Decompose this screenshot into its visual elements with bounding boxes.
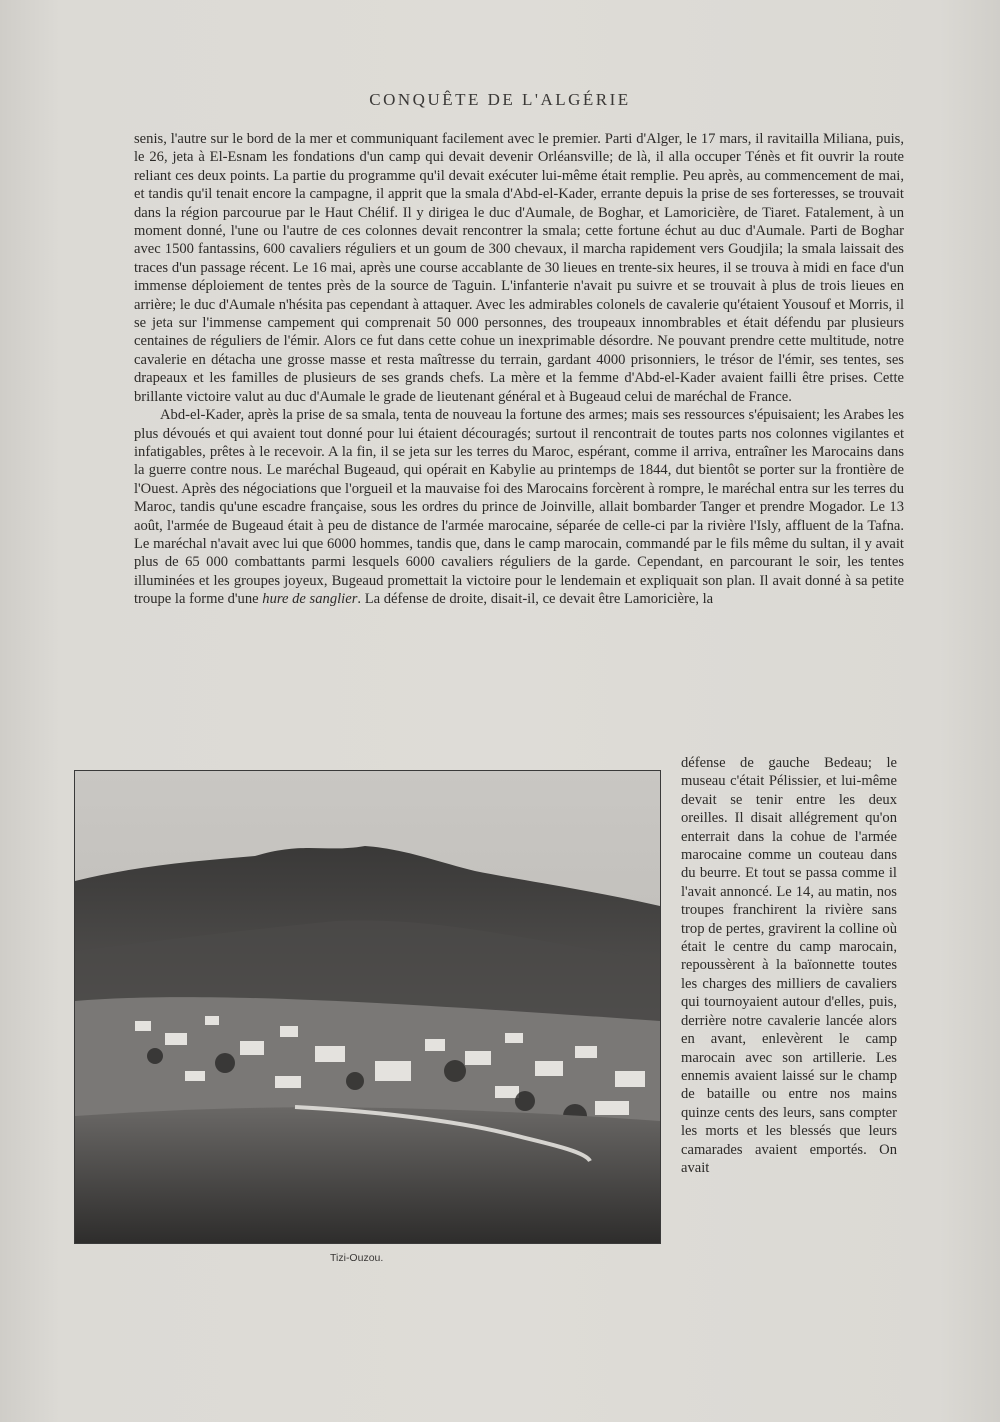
paragraph-1: senis, l'autre sur le bord de la mer et communiquant facilement avec le premier. Parti d'Alger, le 17 mars, il ravitailla Miliana, puis, le 26, jeta à El-Esnam les fondations d'un camp qui devait devenir Orléansville; de là, il alla occuper Ténès et fit ouvrir la route reliant ces deux points. La partie du programme qu'il devait exécuter lui-même était remplie. Peu après, au commencement de mai, et tandis qu'il tenait encore la campagne, il apprit que la smala d'Abd-el-Kader, errante depuis la prise de ses forteresses, se trouvait dans la région parcourue par le Haut Chélif. Il y dirigea le duc d'Aumale, de Boghar, et Lamoricière, de Tiaret. Fatalement, à un moment donné, l'une ou l'autre de ces colonnes devait rencontrer la smala; cette fortune échut au duc d'Aumale. Parti de Boghar avec 1500 fantassins, 600 cavaliers réguliers et un goum de 300 chevaux, il marcha rapidement vers Goudjila; la smala laissait des traces d'un passage récent. Le 16 mai, après une course accablante de 30 lieues en trente-six heures, il se trouva à midi en face d'un immense déploiement de tentes près de la source de Taguin. L'infanterie n'avait pu suivre et se trouvait à plus de trois lieues en arrière; le duc d'Aumale n'hésita pas cependant à attaquer. Avec les admirables colonels de cavalerie qu'étaient Yousouf et Morris, il se jeta sur l'immense campement qui comprenait 50 000 personnes, des troupeaux innombrables et était défendu par plusieurs centaines de réguliers de l'émir. Alors ce fut dans cette cohue un inexprimable désordre. Ne pouvant prendre cette multitude, notre cavalerie en détacha une grosse masse et resta maîtresse du terrain, gardant 4000 prisonniers, le trésor de l'émir, ses tentes, ses drapeaux et les familles de plusieurs de ses grands chefs. La mère et la femme d'Abd-el-Kader avaient failli être prises. Cette brillante victoire valut au duc d'Aumale le grade de lieutenant général et à Bugeaud celui de maréchal de France.	[134, 131, 904, 405]
figure-caption: Tizi-Ouzou.	[330, 1252, 384, 1264]
tizi-ouzou-photograph	[74, 770, 661, 1244]
paragraph-2	[134, 406, 904, 608]
paragraph-2-part-a: Abd-el-Kader, après la prise de sa smala, tenta de nouveau la fortune des armes; mais ses ressources s'épuisaient; les Arabes les plus dévoués et qui avaient tout donné pour lui étaient découragés; surtout il rencontrait de toutes parts nos colonnes vigilantes et infatigables, prêtes à le recevoir. A la fin, il se jeta sur les terres du Maroc, espérant, comme il arriva, entraîner les Marocains dans la guerre contre nous. Le maréchal Bugeaud, qui opérait en Kabylie au printemps de 1844, dut bientôt se porter sur la frontière de l'Ouest. Après des négociations que l'orgueil et la mauvaise foi des Marocains forcèrent à rompre, le maréchal entra sur les terres du Maroc, tandis qu'une escadre française, sous les ordres du prince de Joinville, allait bombarder Tanger et prendre Mogador. Le 13 août, l'armée de Bugeaud était à peu de distance de l'armée marocaine, séparée de celle-ci par la rivière l'Isly, affluent de la Tafna. Le maréchal n'avait avec lui que 6000 hommes, tandis que, dans le camp marocain, commandé par le fils même du sultan, il y avait plus de 65 000 combattants parmi lesquels 6000 cavaliers réguliers de la garde. Cependant, en parcourant le soir, les tentes illuminées et les groupes joyeux, Bugeaud promettait la victoire pour le lendemain et expliquait son plan. Il avait donné à sa petite troupe la forme d'une	[134, 407, 904, 608]
italic-phrase: hure de sanglier	[262, 591, 358, 608]
side-column-paragraph: défense de gauche Bedeau; le museau c'était Pélissier, et lui-même devait se tenir entre les deux oreilles. Il disait allégrement qu'on enterrait dans la cohue de l'armée marocaine comme un couteau dans du beurre. Et tout se passa comme il l'avait annoncé. Le 14, au matin, nos troupes franchirent la rivière sans trop de pertes, gravirent la colline où était le centre du camp marocain, repoussèrent à la baïonnette toutes les charges des milliers de cavaliers qui tournoyaient autour d'elles, puis, derrière notre cavalerie lancée alors en avant, enlevèrent le camp marocain avec son artillerie. Les ennemis avaient laissé sur le champ de bataille ou entre nos mains quinze cents des leurs, sans compter les morts et les blessés que leurs camarades avaient emportés. On avait	[681, 755, 897, 1176]
running-head: CONQUÊTE DE L'ALGÉRIE	[369, 90, 631, 109]
side-column-text	[681, 754, 897, 1177]
paragraph-2-part-b: . La défense de droite, disait-il, ce devait être Lamoricière, la	[357, 591, 714, 608]
main-text-block	[134, 130, 904, 609]
